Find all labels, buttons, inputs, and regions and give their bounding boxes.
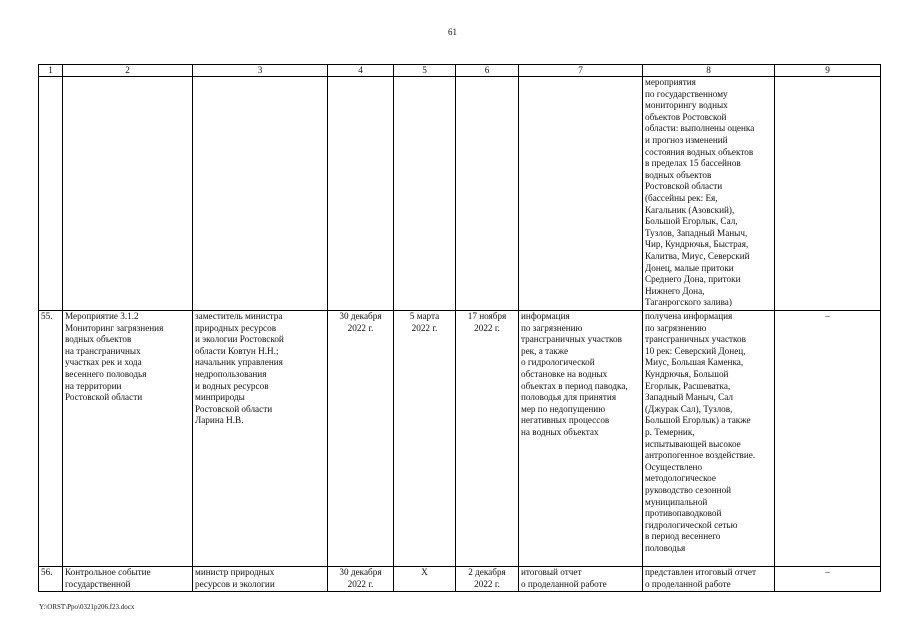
notes-cell: –: [775, 311, 881, 567]
planned-date-cell: [328, 77, 394, 311]
row-number-cell: 55.: [39, 311, 63, 567]
end-date-cell: [456, 77, 519, 311]
expected-result-cell: информация по загрязнению трансграничных участков рек, а также о гидрологической обстановке на водных объектах в период паводка, половодья для принятия мер по недопущению негативных процессов на водных объектах: [519, 311, 643, 567]
header-col-8: 8: [643, 65, 775, 77]
notes-cell: [775, 77, 881, 311]
header-col-2: 2: [63, 65, 193, 77]
responsible-cell: заместитель министра природных ресурсов и экологии Ростовской области Ковтун Н.Н.; начальник управления недропользования и водных ресурсов минприроды Ростовской области Ларина Н.В.: [193, 311, 328, 567]
actual-result-cell: мероприятия по государственному мониторингу водных объектов Ростовской области: выполнены оценка и прогноз изменений состояния водных объектов в пределах 15 бассейнов водных объектов Ростовской области (бассейны рек: Ея, Кагальник (Азовский), Большой Егорлык, Сал, Тузлов, Западный Маныч, Чир, Кундрючья, Быстрая, Калитва, Миус, Северский Донец, малые притоки Среднего Дона, притоки Нижнего Дона, Таганрогского залива): [643, 77, 775, 311]
expected-result-cell: [519, 77, 643, 311]
header-col-9: 9: [775, 65, 881, 77]
start-date-cell: Х: [394, 567, 456, 592]
header-col-6: 6: [456, 65, 519, 77]
table-header-row: [39, 65, 881, 77]
page-number: 61: [448, 27, 457, 37]
start-date-cell: 5 марта 2022 г.: [394, 311, 456, 567]
actual-result-cell: получена информация по загрязнению трансграничных участков 10 рек: Северский Донец, Миус, Большая Каменка, Кундрючья, Большой Егорлык, Расшеватка, Западный Маныч, Сал (Джурак Сал), Тузлов, Большой Егорлык) а также р. Темерник, испытывающей высокое антропогенное воздействие. Осуществлено методологическое руководство сезонной муниципальной противопаводковой гидрологической сетью в период весеннего половодья: [643, 311, 775, 567]
responsible-cell: министр природных ресурсов и экологии: [193, 567, 328, 592]
planned-date-cell: 30 декабря 2022 г.: [328, 311, 394, 567]
row-number-cell: [39, 77, 63, 311]
header-col-3: 3: [193, 65, 328, 77]
header-col-1: 1: [39, 65, 63, 77]
event-name-cell: [63, 77, 193, 311]
table-row-56: [39, 567, 881, 592]
header-col-7: 7: [519, 65, 643, 77]
event-name-cell: Контрольное событие государственной: [63, 567, 193, 592]
header-col-5: 5: [394, 65, 456, 77]
table-row-continuation: [39, 77, 881, 311]
file-path-footer: Y:\ORST\Ppo\0321p206.f23.docx: [39, 603, 135, 611]
expected-result-cell: итоговый отчет о проделанной работе: [519, 567, 643, 592]
header-col-4: 4: [328, 65, 394, 77]
event-name-cell: Мероприятие 3.1.2 Мониторинг загрязнения водных объектов на трансграничных участках рек и хода весеннего половодья на территории Ростовской области: [63, 311, 193, 567]
start-date-cell: [394, 77, 456, 311]
notes-cell: –: [775, 567, 881, 592]
table-row-55: [39, 311, 881, 567]
end-date-cell: 2 декабря 2022 г.: [456, 567, 519, 592]
document-table: [38, 64, 881, 592]
responsible-cell: [193, 77, 328, 311]
row-number-cell: 56.: [39, 567, 63, 592]
planned-date-cell: 30 декабря 2022 г.: [328, 567, 394, 592]
end-date-cell: 17 ноября 2022 г.: [456, 311, 519, 567]
actual-result-cell: представлен итоговый отчет о проделанной работе: [643, 567, 775, 592]
